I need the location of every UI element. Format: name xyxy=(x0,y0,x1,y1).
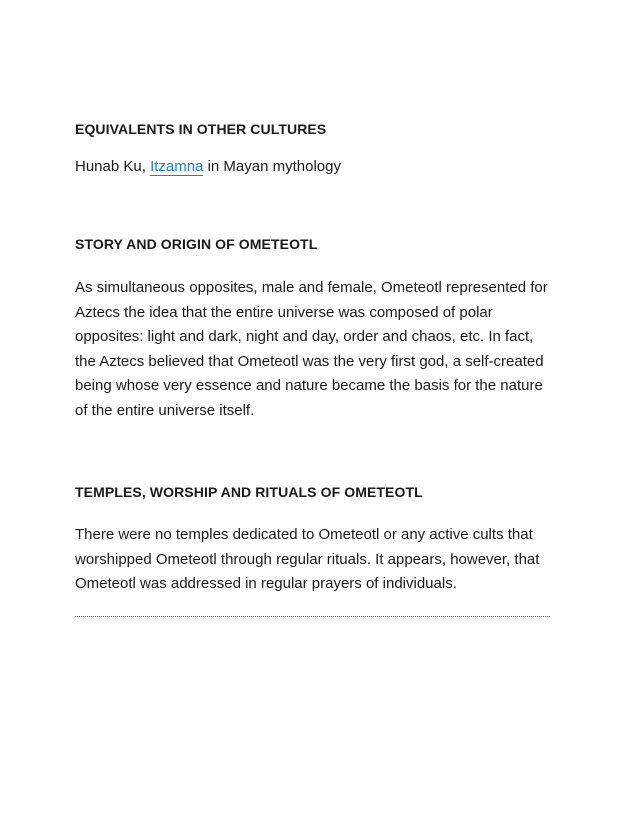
temples-paragraph xyxy=(75,523,560,597)
story-line: As simultaneous opposites, male and female, Ometeotl represented for xyxy=(75,279,548,296)
story-paragraph xyxy=(75,276,560,423)
temples-line: Ometeotl was addressed in regular prayers of individuals. xyxy=(75,575,457,592)
equivalents-paragraph xyxy=(75,155,560,180)
heading-temples-worship: TEMPLES, WORSHIP AND RITUALS OF OMETEOTL xyxy=(75,484,423,500)
temples-line: There were no temples dedicated to Ometeotl or any active cults that xyxy=(75,526,533,543)
itzamna-link[interactable]: Itzamna xyxy=(150,158,204,175)
dotted-separator xyxy=(75,616,550,617)
story-line: the Aztecs believed that Ometeotl was the very first god, a self-created xyxy=(75,352,544,370)
equivalents-line xyxy=(75,155,560,180)
heading-equivalents: EQUIVALENTS IN OTHER CULTURES xyxy=(75,121,327,137)
temples-line: worshipped Ometeotl through regular rituals. It appears, however, that xyxy=(75,550,540,568)
equivalents-text-before: Hunab Ku, xyxy=(75,158,146,175)
story-line: opposites: light and dark, night and day, order and chaos, etc. In fact, xyxy=(75,328,534,345)
equivalents-text-after: in Mayan mythology xyxy=(207,158,341,175)
story-line: of the entire universe itself. xyxy=(75,401,255,419)
story-line: being whose very essence and nature became the basis for the nature xyxy=(75,377,543,394)
story-line: Aztecs the idea that the entire universe was composed of polar xyxy=(75,303,493,321)
heading-story-origin: STORY AND ORIGIN OF OMETEOTL xyxy=(75,236,318,252)
